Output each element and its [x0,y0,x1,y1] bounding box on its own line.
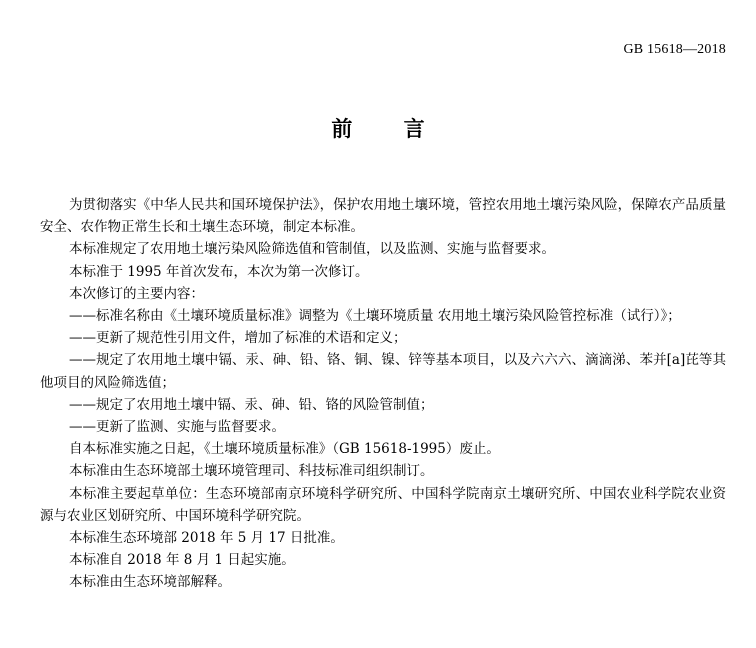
paragraph-interpretation: 本标准由生态环境部解释。 [69,574,231,591]
paragraph-organizer: 本标准由生态环境部土壤环境管理司、科技标准司组织制订。 [69,463,434,480]
paragraph-effective-date: 本标准自 2018 年 8 月 1 日起实施。 [69,552,295,569]
paragraph-drafting-units: 本标准主要起草单位：生态环境部南京环境科学研究所、中国科学院南京土壤研究所、中国农业科学院农业资源与农业区划研究所、中国环境科学研究院。 [40,485,726,524]
paragraph-revision-intro: 本次修订的主要内容： [69,285,204,302]
standard-code: GB 15618—2018 [623,42,726,57]
paragraph-supersedes: 自本标准实施之日起，《土壤环境质量标准》（GB 15618-1995）废止。 [69,441,500,458]
paragraph-scope: 本标准规定了农用地土壤污染风险筛选值和管制值，以及监测、实施与监督要求。 [69,241,555,258]
paragraph-approval: 本标准生态环境部 2018 年 5 月 17 日批准。 [69,530,344,547]
revision-item-screening-values: ——规定了农用地土壤中镉、汞、砷、铅、铬、铜、镍、锌等基本项目，以及六六六、滴滴涕、苯并[a]芘等其他项目的风险筛选值； [40,352,726,391]
page-title: 前 言 [331,116,447,141]
revision-item-intervention-values: ——规定了农用地土壤中镉、汞、砷、铅、铬的风险管制值； [69,396,434,413]
paragraph-purpose: 为贯彻落实《中华人民共和国环境保护法》，保护农用地土壤环境，管控农用地土壤污染风险，保障农产品质量安全、农作物正常生长和土壤生态环境，制定本标准。 [40,197,726,236]
paragraph-history: 本标准于 1995 年首次发布，本次为第一次修订。 [69,263,369,280]
foreword-body [40,194,726,594]
revision-item-title: ——标准名称由《土壤环境质量标准》调整为《土壤环境质量 农用地土壤污染风险管控标准（试行）》； [69,308,681,325]
revision-item-monitoring: ——更新了监测、实施与监督要求。 [69,419,285,436]
revision-item-references: ——更新了规范性引用文件，增加了标准的术语和定义； [69,330,407,347]
